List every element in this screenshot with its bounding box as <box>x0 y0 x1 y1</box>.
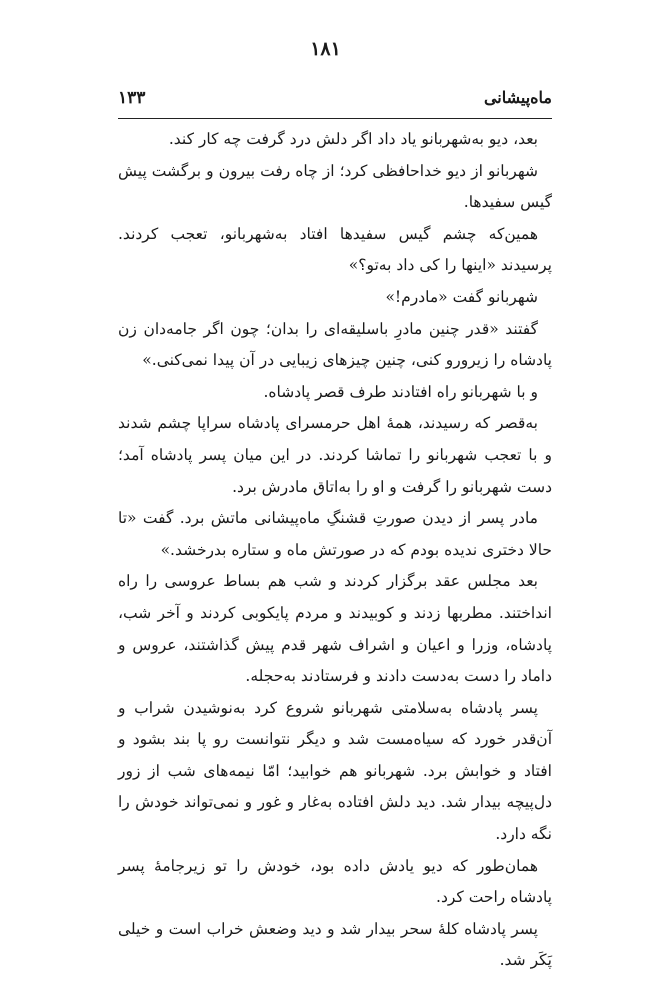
paragraph: گفتند «قدر چنین مادرِ باسلیقه‌ای را بدان؛ چون اگر جامه‌دان زن پادشاه را زیرورو کنی، چنین چیزهای زیبایی در آن پیدا نمی‌کنی.» <box>118 319 552 370</box>
paragraph: پسر پادشاه به‌سلامتی شهربانو شروع کرد به‌نوشیدن شراب و آن‌قدر خورد که سیاه‌مست شد و دیگر نتوانست رو پا بند بشود و افتاد و خوابش برد. شهربانو هم خوابید؛ امّا نیمه‌های شب از زور دل‌پیچه بیدار شد. دید دلش افتاده به‌غار و غور و نمی‌تواند خودش را نگه دارد. <box>118 698 552 844</box>
paragraph: بعد، دیو به‌شهربانو یاد داد اگر دلش درد گرفت چه کار کند. <box>168 130 538 148</box>
handwritten-page-mark: ۱۸۱ <box>310 38 341 60</box>
paragraph: شهربانو از دیو خداحافظی کرد؛ از چاه رفت بیرون و برگشت پیش گیس سفیدها. <box>118 161 552 212</box>
paragraph: پسر پادشاه کلهٔ سحر بیدار شد و دید وضعش خراب است و خیلی پَکَر شد. <box>118 919 552 970</box>
paragraph: به‌قصر که رسیدند، همهٔ اهل حرمسرای پادشاه سراپا چشم شدند و با تعجب شهربانو را تماشا کردند. در این میان پسر پادشاه آمد؛ دست شهربانو را گرفت و او را به‌اتاق مادرش برد. <box>118 414 552 496</box>
page-number: ۱۳۳ <box>118 88 146 108</box>
paragraph: همین‌که چشم گیس سفیدها افتاد به‌شهربانو، تعجب کردند. پرسیدند «اینها را کی داد به‌تو؟» <box>118 224 552 275</box>
paragraph: مادر پسر از دیدن صورتِ قشنگِ ماه‌پیشانی ماتش برد. گفت «تا حالا دختری ندیده بودم که در صورتش ماه و ستاره بدرخشد.» <box>118 509 552 559</box>
paragraph: و با شهربانو راه افتادند طرف قصر پادشاه. <box>263 382 538 401</box>
paragraph: شهربانو گفت «مادرم!» <box>385 287 538 306</box>
paragraph: همان‌طور که دیو یادش داده بود، خودش را تو زیرجامهٔ پسر پادشاه راحت کرد. <box>118 856 552 907</box>
running-title: ماه‌پیشانی <box>483 88 552 107</box>
paragraph: بعد مجلس عقد برگزار کردند و شب هم بساط عروسی را راه انداختند. مطربها زدند و کوبیدند و مردم پایکوبی کردند و آخر شب، پادشاه، وزرا و اعیان و اشراف شهر قدم پیش گذاشتند، عروس و داماد را دست به‌دست دادند و فرستادند به‌حجله. <box>118 572 552 686</box>
body-text <box>118 124 552 977</box>
page-header <box>118 88 552 119</box>
